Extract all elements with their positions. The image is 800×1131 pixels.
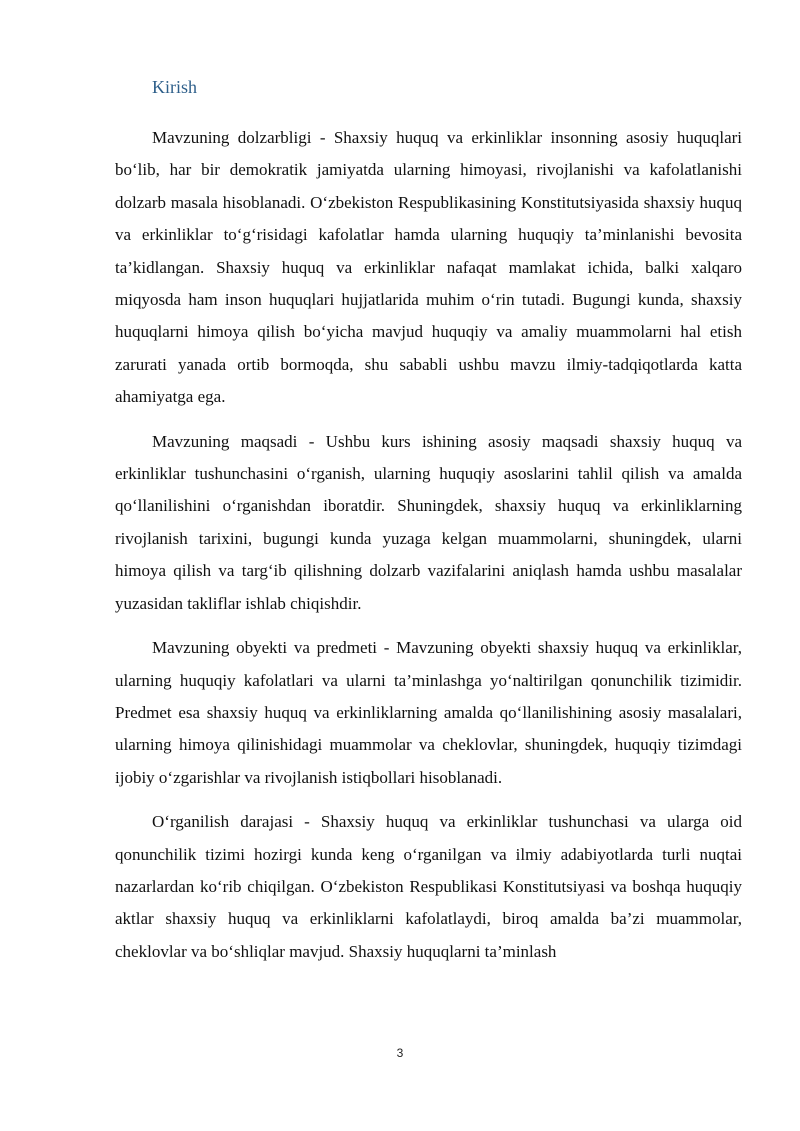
- paragraph-object-subject: Mavzuning obyekti va predmeti - Mavzuning obyekti shaxsiy huquq va erkinliklar, ularning huquqiy kafolatlari va ularni ta’minlashga yo‘naltirilgan qonunchilik tizimidir. Predmet esa shaxsiy huquq va erkinliklarning amalda qo‘llanilishining asosiy masalalari, ularning himoya qilinishidagi muammolar va cheklovlar, shuningdek, huquqiy tizimdagi ijobiy o‘zgarishlar va rivojlanish istiqbollari hisoblanadi.: [115, 638, 742, 787]
- paragraph-study-level: O‘rganilish darajasi - Shaxsiy huquq va erkinliklar tushunchasi va ularga oid qonunchilik tizimi hozirgi kunda keng o‘rganilgan va ilmiy adabiyotlarda turli nuqtai nazarlardan ko‘rib chiqilgan. O‘zbekiston Respublikasi Konstitutsiyasi va boshqa huquqiy aktlar shaxsiy huquq va erkinliklarni kafolatlaydi, biroq amalda ba’zi muammolar, cheklovlar va bo‘shliqlar mavjud. Shaxsiy huquqlarni ta’minlash: [115, 812, 742, 961]
- body-text: [115, 122, 742, 980]
- paragraph-purpose: Mavzuning maqsadi - Ushbu kurs ishining asosiy maqsadi shaxsiy huquq va erkinliklar tushunchasini o‘rganish, ularning huquqiy asoslarini tahlil qilish va amalda qo‘llanilishini o‘rganishdan iboratdir. Shuningdek, shaxsiy huquq va erkinliklarning rivojlanish tarixini, bugungi kunda yuzaga kelgan muammolarni, shuningdek, ularni himoya qilish va targ‘ib qilishning dolzarb vazifalarini aniqlash hamda ushbu masalalar yuzasidan takliflar ishlab chiqishdir.: [115, 431, 742, 613]
- page-number: 3: [396, 1046, 404, 1060]
- section-heading: Kirish: [152, 77, 197, 97]
- paragraph-relevance: Mavzuning dolzarbligi - Shaxsiy huquq va erkinliklar insonning asosiy huquqlari bo‘lib, har bir demokratik jamiyatda ularning himoyasi, rivojlanishi va kafolatlanishi dolzarb masala hisoblanadi. O‘zbekiston Respublikasining Konstitutsiyasida shaxsiy huquq va erkinliklar to‘g‘risidagi kafolatlar hamda ularning huquqiy ta’minlanishi bevosita ta’kidlangan. Shaxsiy huquq va erkinliklar nafaqat mamlakat ichida, balki xalqaro miqyosda ham inson huquqlari hujjatlarida muhim o‘rin tutadi. Bugungi kunda, shaxsiy huquqlarni himoya qilish bo‘yicha mavjud huquqiy va amaliy muammolarni hal etish zarurati yanada ortib bormoqda, shu sababli ushbu mavzu ilmiy-tadqiqotlarda katta ahamiyatga ega.: [115, 128, 742, 407]
